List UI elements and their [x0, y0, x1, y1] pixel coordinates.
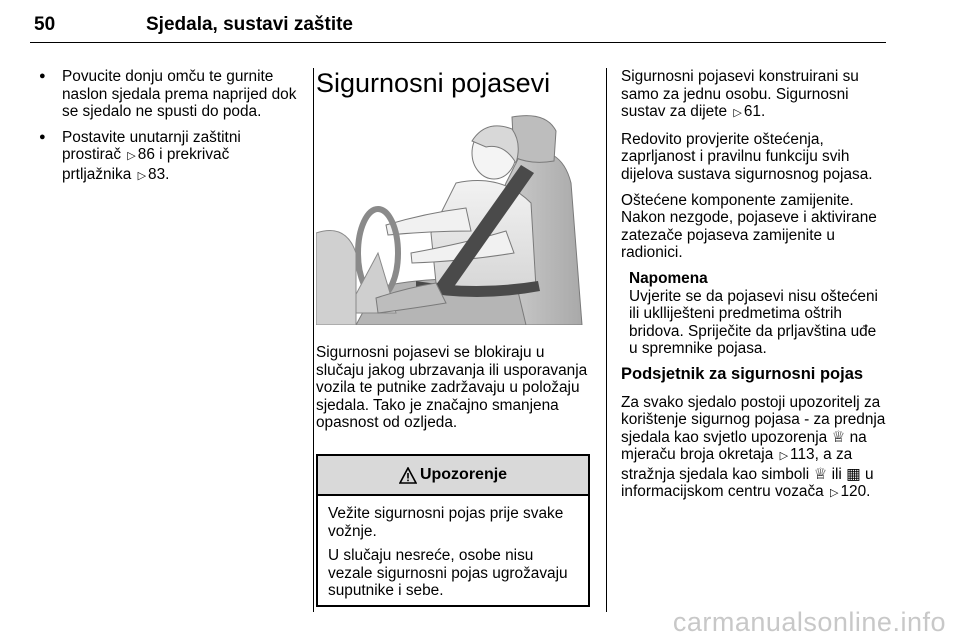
- body-text: Sigurnosni pojasevi konstruirani su samo za jednu osobu. Sigurnosni sustav za dijete ▷ 61.: [621, 68, 889, 123]
- warning-triangle-icon: [399, 467, 417, 484]
- watermark: carmanualsonline.info: [672, 607, 946, 637]
- subsection-heading: Podsjetnik za sigurnosni pojas: [621, 364, 864, 383]
- note-label: Napomena: [629, 269, 708, 287]
- body-text: Redovito provjerite oštećenja, zaprljanost i pravilnu funkciju svih dijelova sustava sigurnosnog pojasa.: [621, 130, 873, 183]
- rear-seatbelt-icon: ▦: [846, 465, 861, 483]
- body-text: Oštećene komponente zamijenite. Nakon nezgode, pojaseve i aktivirane zatezače pojaseva zamijenite u radionici.: [621, 191, 877, 262]
- page-ref-icon: ▷: [127, 150, 136, 163]
- page-header: [30, 6, 886, 43]
- section-heading: Sigurnosni pojasevi: [316, 68, 551, 98]
- page-ref-link[interactable]: 61: [743, 103, 761, 121]
- page-ref-link[interactable]: 120: [840, 483, 867, 501]
- page-ref-link[interactable]: 113: [790, 446, 815, 464]
- seatbelt-warning-icon: ♕: [813, 465, 828, 483]
- page-ref-icon: ▷: [830, 487, 839, 500]
- warning-text: Vežite sigurnosni pojas prije svake vožnje.: [328, 505, 564, 540]
- note-text: Uvjerite se da pojasevi nisu oštećeni ili uklliješteni predmetima oštrih bridova. Spriječite da prljavština uđe u spremnike pojasa.: [629, 287, 878, 358]
- page-number: 50: [34, 14, 56, 35]
- left-column: [30, 68, 302, 194]
- warning-box: [316, 454, 590, 607]
- page-ref-link[interactable]: 83: [148, 165, 166, 183]
- list-item: ● Povucite donju omču te gurnite naslon sjedala prema naprijed dok se sjedalo ne spusti do poda.: [30, 68, 302, 121]
- column-divider-right: [606, 68, 607, 612]
- seatbelt-warning-icon: ♕: [831, 428, 846, 446]
- note-block: [621, 270, 889, 358]
- body-text: Za svako sjedalo postoji upozoritelj za korištenje sigurnog pojasa - za prednja sjedala kao svjetlo upozorenja ♕ na mjeraču broja okretaja ▷ 113, a za stražnja sjedala kao simboli ♕ ili ▦ u informacijskom centru vozača ▷ 120.: [621, 394, 889, 504]
- instruction-list: [30, 68, 302, 186]
- page-title: Sjedala, sustavi zaštite: [146, 14, 353, 35]
- right-column: [621, 68, 889, 511]
- warning-header: [318, 456, 588, 496]
- middle-column: [316, 68, 594, 98]
- body-text: Sigurnosni pojasevi se blokiraju u slučaju jakog ubrzavanja ili usporavanja vozila te putnike zadržavaju u položaju sjedala. Tako je značajno smanjena opasnost od ozljeda.: [316, 344, 588, 432]
- warning-title: Upozorenje: [419, 466, 508, 483]
- seatbelt-illustration: [316, 113, 590, 325]
- page-ref-icon: ▷: [779, 450, 789, 463]
- column-divider-left: [313, 68, 314, 612]
- warning-body: [318, 496, 588, 600]
- list-item: ● Postavite unutarnji zaštitni prostirač ▷ 86 i prekrivač prtljažnika ▷ 83.: [30, 129, 302, 186]
- page-ref-link[interactable]: 86: [137, 146, 155, 164]
- warning-text: U slučaju nesreće, osobe nisu vezale sigurnosni pojas ugrožavaju suputnike i sebe.: [328, 547, 568, 600]
- page-ref-icon: ▷: [733, 107, 742, 120]
- page-ref-icon: ▷: [137, 169, 147, 182]
- middle-paragraph-block: [316, 344, 594, 440]
